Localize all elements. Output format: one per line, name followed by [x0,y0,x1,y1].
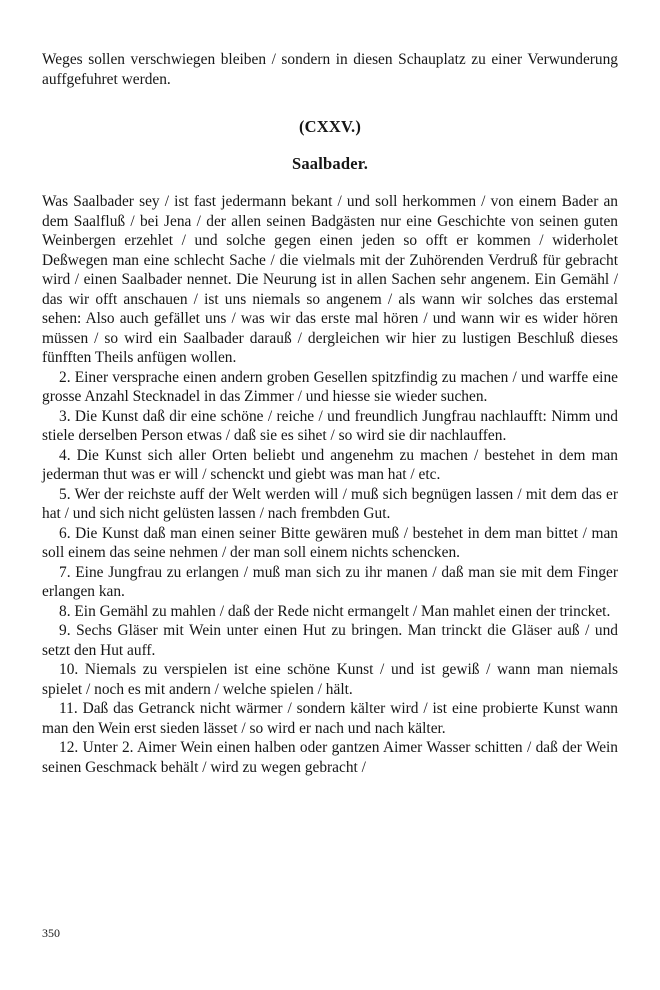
paragraph: 11. Daß das Getranck nicht wärmer / sondern kälter wird / ist eine probierte Kunst wann man den Wein erst sieden lässet / so wird er nach und nach kälter. [42,700,618,737]
paragraph: 10. Niemals zu verspielen ist eine schöne Kunst / und ist gewiß / wann man niemals spielet / noch es mit andern / welche spielen / hält. [42,661,618,698]
paragraph: 4. Die Kunst sich aller Orten beliebt und angenehm zu machen / bestehet in dem man jederman thut was er will / schenckt und giebt was man hat / etc. [42,446,618,483]
paragraph: 8. Ein Gemähl zu mahlen / daß der Rede nicht ermangelt / Man mahlet einen der trincket. [59,602,611,620]
paragraph: 7. Eine Jungfrau zu erlangen / muß man sich zu ihr manen / daß man sie mit dem Finger erlangen kan. [42,563,618,600]
paragraph: 6. Die Kunst daß man einen seiner Bitte gewären muß / bestehet in dem man bittet / man soll einem das seine nehmen / der man soll einem nichts schencken. [42,524,618,561]
paragraph: 3. Die Kunst daß dir eine schöne / reiche / und freundlich Jungfrau nachlaufft: Nimm und stiele derselben Person etwas / daß sie es sihet / so wird sie dir nachlauffen. [42,407,618,444]
paragraph: 2. Einer versprache einen andern groben Gesellen spitzfindig zu machen / und warffe eine grosse Anzahl Stecknadel in das Zimmer / und hiesse sie wieder suchen. [42,368,618,405]
paragraph: 9. Sechs Gläser mit Wein unter einen Hut zu bringen. Man trinckt die Gläser auß / und setzt den Hut auff. [42,622,618,659]
intro-paragraph: Weges sollen verschwiegen bleiben / sondern in diesen Schauplatz zu einer Verwunderung auffgefuhret werden. [42,51,618,88]
paragraph: 12. Unter 2. Aimer Wein einen halben oder gantzen Aimer Wasser schitten / daß der Wein seinen Geschmack behält / wird zu wegen gebracht / [42,739,618,776]
paragraph: 5. Wer der reichste auff der Welt werden will / muß sich begnügen lassen / mit dem das er hat / und sich nicht gelüsten lassen / nach frembden Gut. [42,485,618,522]
page-number: 350 [42,926,60,940]
paragraph: Was Saalbader sey / ist fast jedermann bekant / und soll herkommen / von einem Bader an dem Saalfluß / bei Jena / der allen seinen Badgästen nur eine Geschichte von seinen guten Weinbergen erzehlet / und solche gegen einen jeden so offt er kommen / widerholet Deßwegen man eine schlecht Sache / die vielmals mit der Zuhörenden Verdruß für gebracht wird / einen Saalbader nennet. Die Neurung ist in allen Sachen sehr angenem. Ein Gemähl / das wir offt anschauen / ist uns niemals so angenem / als wann wir solches das erstemal sehen: Also auch gefället uns / was wir das erste mal hören / und wann wir es wider hören müssen / so wird ein Saalbader darauß / dergleichen wir hier zu lustigen Beschluß dieses fünfften Theils anfügen wollen. [42,193,618,366]
chapter-heading: (CXXV.) [298,117,362,136]
section-title: Saalbader. [291,154,369,173]
